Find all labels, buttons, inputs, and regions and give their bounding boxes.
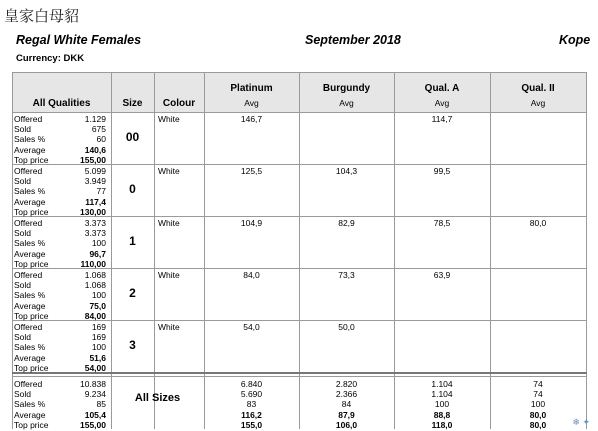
grade-avg-price: 80,0 [529,218,547,228]
grade-avg-price: 78,5 [433,218,451,228]
grade-avg-price: 104,9 [240,218,263,228]
stat-value: 54,00 [84,362,106,373]
size-value: 00 [125,130,140,144]
stat-value: 77 [96,186,106,197]
stat-value: 105,4 [84,409,106,420]
grade-avg-price: 73,3 [338,270,355,280]
image-caption: 皇家白母貂 [4,7,80,25]
stat-label: Average [14,144,46,155]
stat-value: 100 [91,342,106,353]
size-value: 3 [129,338,136,352]
totals-grade-value: 100 [530,399,546,410]
stat-value: 10.838 [80,379,106,389]
report-title: Regal White Females [16,33,142,47]
stat-value: 9.234 [84,389,106,400]
stat-value: 75,0 [89,300,106,311]
stat-label: Average [14,248,46,259]
totals-grade-value: 1.104 [431,379,453,389]
stat-label: Sales % [14,238,46,249]
stat-value: 140,6 [84,144,106,155]
grade-avg-price: 54,0 [243,322,260,332]
size-group-stats [14,114,106,166]
totals-grade-value: 74 [533,389,543,400]
grade-avg-price: 50,0 [338,322,355,332]
stat-label: Sold [14,280,32,291]
totals-grade-value: 106,0 [335,419,358,430]
stat-label: Average [14,196,46,207]
stat-value: 130,00 [80,206,106,217]
stat-label: Sales % [14,134,46,145]
currency-label: Currency: DKK [16,53,85,64]
totals-grade-value: 2.820 [335,379,358,389]
size-value: 2 [129,286,136,300]
size-group-stats [14,218,106,270]
totals-grade-value: 80,0 [529,419,547,430]
totals-grade-value: 118,0 [431,419,453,430]
stat-value: 100 [91,290,106,301]
stat-value: 3.949 [84,176,106,187]
totals-grade-value: 80,0 [529,409,547,420]
grade-avg-price: 125,5 [240,166,263,176]
stat-label: Offered [14,270,43,280]
stat-value: 1.068 [84,280,106,291]
stat-value: 155,00 [80,154,106,165]
stat-label: Sales % [14,342,46,353]
stat-label: Top price [14,154,49,165]
stat-value: 96,7 [89,248,106,259]
header-burgundy-avg: Avg [339,98,354,108]
watermark-logo: ❄ ✦ [572,417,590,427]
grade-avg-price: 99,5 [433,166,451,176]
grade-avg-price: 104,3 [335,166,358,176]
colour-value: White [158,166,180,176]
totals-grade-value: 100 [434,399,450,410]
stat-label: Sold [14,228,32,239]
grade-avg-price: 84,0 [243,270,260,280]
auction-results-table [12,72,587,429]
stat-value: 675 [91,124,106,135]
header-colour: Colour [162,98,196,109]
stat-label: Sales % [14,399,46,410]
totals-stats [14,379,106,431]
totals-grade-value: 6.840 [240,379,263,389]
header-size: Size [122,98,143,109]
stat-value: 117,4 [85,196,106,207]
grade-avg-price: 63,9 [433,270,451,280]
stat-label: Top price [14,310,49,321]
totals-grade-value: 1.104 [431,389,453,400]
header-platinum: Platinum [230,83,273,94]
size-group-stats [14,166,106,218]
stat-value: 3.373 [84,228,106,239]
stat-label: Sold [14,332,32,343]
header-all-qualities: All Qualities [32,98,91,109]
stat-label: Offered [14,114,43,124]
colour-value: White [158,322,180,332]
grade-avg-price: 82,9 [338,218,355,228]
stat-label: Average [14,300,46,311]
totals-grade-value: 88,8 [433,409,451,420]
size-value: 0 [129,182,136,196]
stat-label: Offered [14,322,43,332]
all-sizes-label: All Sizes [134,392,181,404]
header-qual-ii: Qual. II [521,83,555,94]
stat-value: 1.129 [84,114,106,124]
stat-value: 84,00 [84,310,106,321]
stat-label: Average [14,352,46,363]
totals-grade-value: 87,9 [338,409,355,420]
colour-value: White [158,270,180,280]
header-qual-ii-avg: Avg [530,98,546,108]
stat-value: 3.373 [84,218,106,228]
colour-value: White [158,114,180,124]
totals-grade-column [204,379,299,430]
company-name: Kope [559,33,591,47]
size-group-stats [14,270,106,322]
stat-value: 51,6 [89,352,106,363]
size-group-stats [14,322,106,374]
grade-avg-price: 114,7 [431,114,453,124]
table-border-top [12,72,587,73]
stat-label: Top price [14,206,49,217]
header-platinum-avg: Avg [244,98,259,108]
stat-value: 155,00 [80,419,106,430]
totals-grade-value: 2.366 [335,389,358,400]
stat-label: Sold [14,124,32,135]
totals-grade-value: 74 [533,379,543,389]
grade-avg-price: 146,7 [240,114,263,124]
stat-value: 110,00 [80,258,106,269]
totals-grade-value: 155,0 [240,419,263,430]
header-bottom-line [12,112,587,113]
stat-label: Sold [14,389,32,400]
totals-grade-column [394,379,490,430]
stat-value: 100 [91,238,106,249]
stat-value: 60 [96,134,106,145]
stat-label: Sales % [14,186,46,197]
totals-grade-value: 116,2 [241,409,262,420]
stat-value: 1.068 [84,270,106,280]
stat-value: 5.099 [84,166,106,176]
totals-separator-inner [12,376,587,377]
header-qual-a: Qual. A [424,83,460,94]
totals-grade-value: 83 [246,399,257,410]
stat-label: Sales % [14,290,46,301]
stat-label: Top price [14,419,49,430]
stat-label: Top price [14,258,49,269]
size-value: 1 [129,234,136,248]
colour-value: White [158,218,180,228]
report-date: September 2018 [305,33,401,47]
stat-label: Offered [14,166,43,176]
stat-value: 169 [91,322,106,332]
stat-label: Offered [14,218,43,228]
stat-label: Top price [14,362,49,373]
totals-grade-value: 84 [341,399,352,410]
stat-value: 169 [91,332,106,343]
stat-label: Average [14,409,46,420]
stat-label: Sold [14,176,32,187]
totals-grade-column [299,379,394,430]
header-burgundy: Burgundy [322,83,371,94]
totals-grade-value: 5.690 [240,389,263,400]
stat-label: Offered [14,379,43,389]
stat-value: 85 [96,399,106,410]
header-qual-a-avg: Avg [434,98,450,108]
